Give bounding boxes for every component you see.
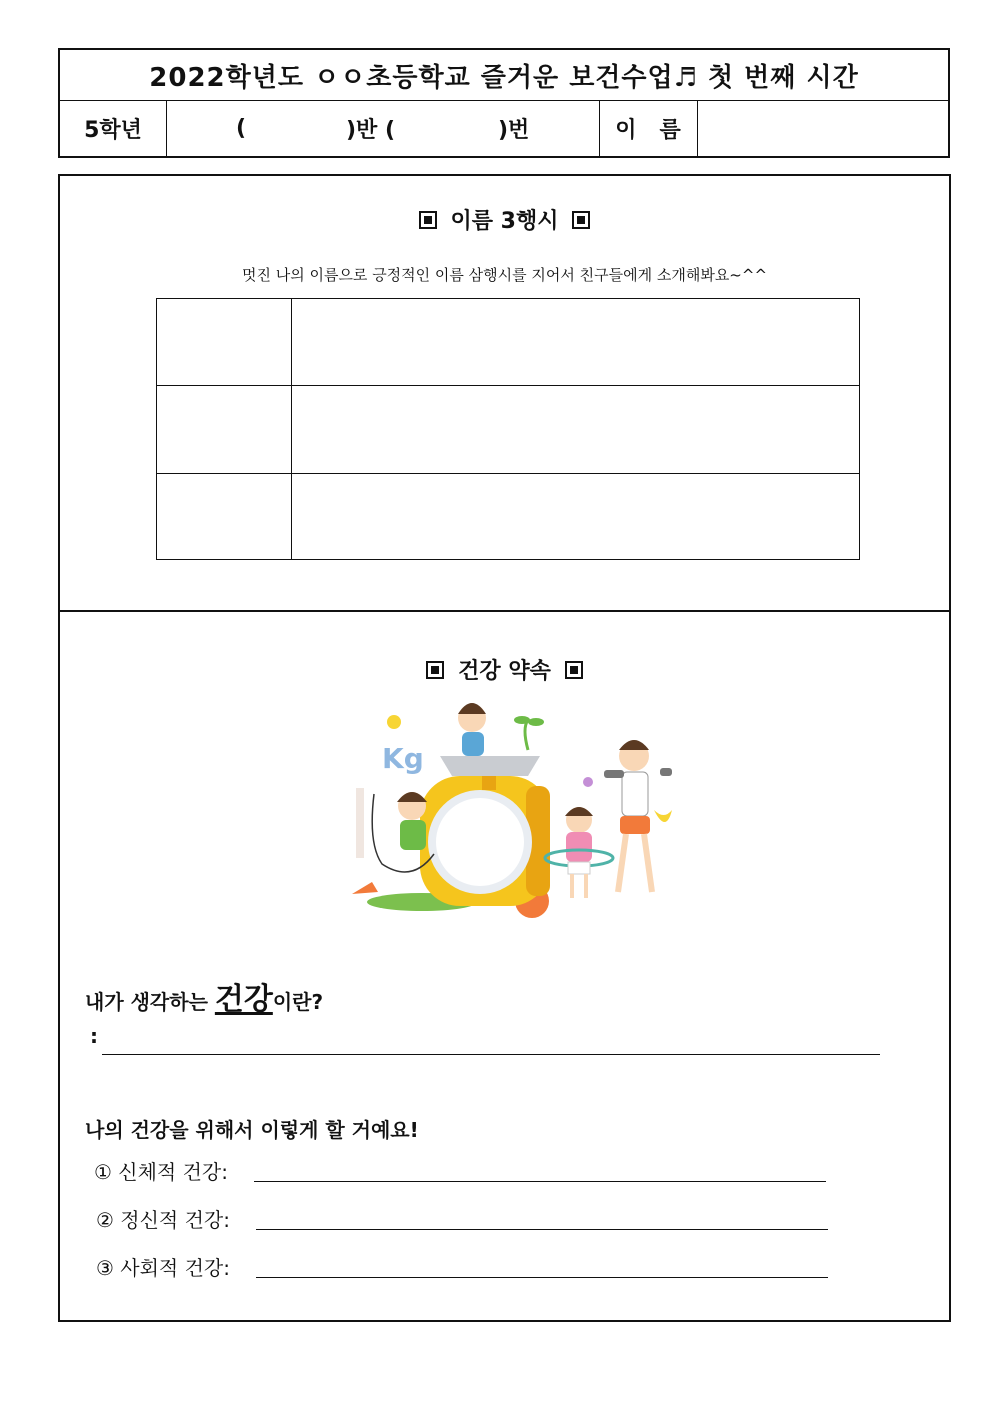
social-health-answer-line[interactable] <box>256 1277 828 1278</box>
grade-label: 5학년 <box>84 118 142 143</box>
health-title-text: 건강 약속 <box>458 659 551 684</box>
acrostic-row-divider <box>157 385 859 386</box>
carrot-icon <box>352 882 378 894</box>
health-definition-answer-line[interactable] <box>102 1054 880 1055</box>
acrostic-column-divider <box>291 299 292 559</box>
health-section-title <box>60 654 949 685</box>
dumbbell-icon <box>660 768 672 776</box>
class-open-paren: ( <box>236 116 247 141</box>
answer-colon: : <box>90 1024 98 1048</box>
acrostic-letter-cell-1[interactable] <box>157 299 290 385</box>
svg-text:Kg: Kg <box>382 742 424 775</box>
promise-heading: 나의 건강을 위해서 이렇게 할 거예요! <box>85 1118 419 1142</box>
name-field[interactable] <box>699 101 949 156</box>
banana-icon <box>654 810 672 822</box>
name-label: 이 름 <box>615 118 681 143</box>
acrostic-line-cell-2[interactable] <box>293 387 859 473</box>
sun-icon <box>387 715 401 729</box>
healthy-family-illustration <box>342 698 672 930</box>
question-keyword: 건강 <box>214 982 273 1017</box>
worksheet-frame <box>58 174 951 1322</box>
section-divider <box>60 610 949 612</box>
question-suffix: 이란? <box>272 990 324 1014</box>
acrostic-table <box>156 298 860 560</box>
acrostic-letter-cell-2[interactable] <box>157 387 290 473</box>
square-bullet-icon <box>572 211 590 229</box>
social-health-label: ③ 사회적 건강: <box>96 1256 230 1280</box>
dumbbell-icon <box>604 770 624 778</box>
balloon-icon <box>583 777 593 787</box>
worksheet-title: 2022학년도 ㅇㅇ초등학교 즐거운 보건수업♬ 첫 번째 시간 <box>60 50 948 101</box>
acrostic-line-cell-3[interactable] <box>293 475 859 559</box>
header-box <box>58 48 950 158</box>
square-bullet-icon <box>565 661 583 679</box>
physical-health-answer-line[interactable] <box>254 1181 826 1182</box>
acrostic-letter-cell-3[interactable] <box>157 475 290 559</box>
divider <box>166 101 167 156</box>
acrostic-row-divider <box>157 473 859 474</box>
health-question <box>85 974 323 1018</box>
student-info-row <box>60 101 948 156</box>
number-label: )번 <box>498 118 530 143</box>
acrostic-title-text: 이름 3행시 <box>450 209 559 234</box>
acrostic-line-cell-1[interactable] <box>293 299 859 385</box>
acrostic-instruction: 멋진 나의 이름으로 긍정적인 이름 삼행시를 지어서 친구들에게 소개해봐요~^^ <box>241 266 768 284</box>
acrostic-section-title <box>60 204 949 235</box>
mental-health-label: ② 정신적 건강: <box>96 1208 230 1232</box>
square-bullet-icon <box>419 211 437 229</box>
square-bullet-icon <box>426 661 444 679</box>
mental-health-answer-line[interactable] <box>256 1229 828 1230</box>
divider <box>697 101 698 156</box>
class-label: )반 ( <box>346 118 396 143</box>
physical-health-label: ① 신체적 건강: <box>94 1160 228 1184</box>
question-prefix: 내가 생각하는 <box>85 990 215 1014</box>
